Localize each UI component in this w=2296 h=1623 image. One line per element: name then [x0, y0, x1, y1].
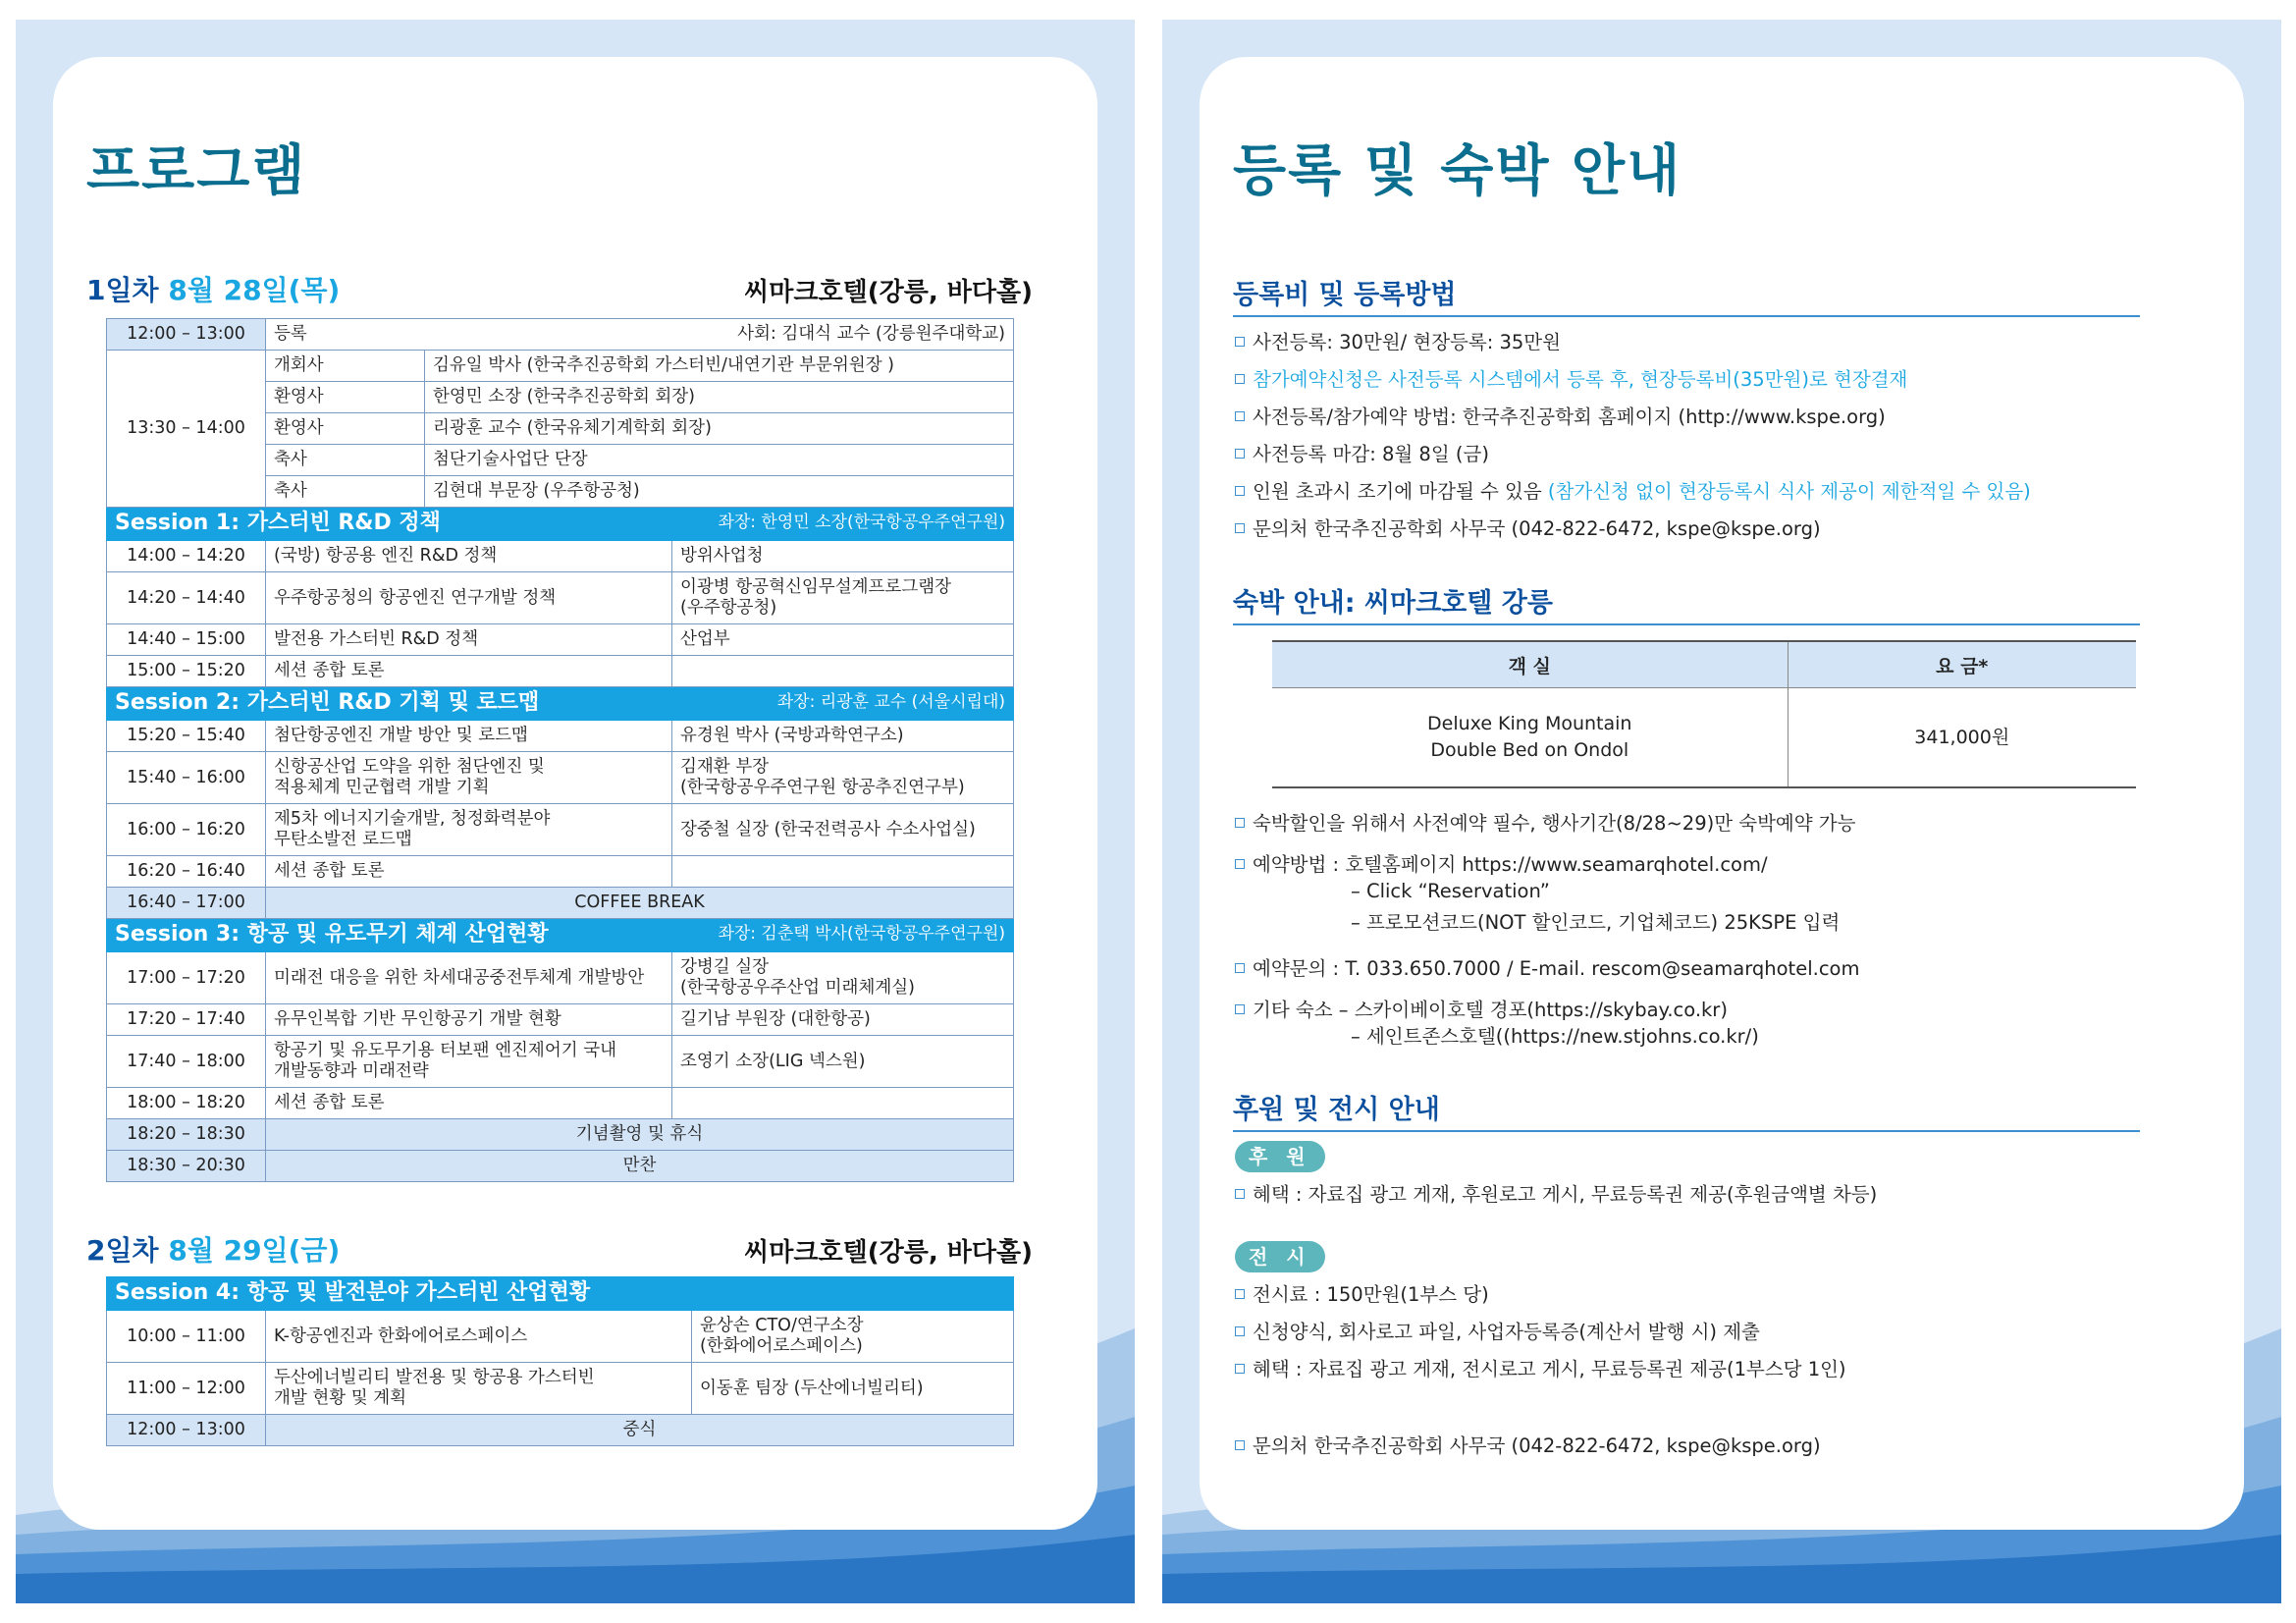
topic-cell: (국방) 항공용 엔진 R&D 정책: [266, 541, 672, 572]
item-text: 기타 숙소 – 스카이베이호텔 경포(https://skybay.co.kr): [1253, 999, 1728, 1021]
table-row: [107, 351, 1014, 382]
topic-cell: [266, 752, 672, 804]
table-row: [107, 752, 1014, 804]
time-cell: 11:00 – 12:00: [107, 1363, 266, 1415]
lunch-label: 중식: [266, 1415, 1014, 1446]
bullet-icon: [1235, 337, 1245, 347]
topic-cell: 미래전 대응을 위한 차세대공중전투체계 개발방안: [266, 952, 672, 1004]
speaker-cell: 방위사업청: [672, 541, 1014, 572]
table-row: [107, 541, 1014, 572]
break-label: COFFEE BREAK: [266, 888, 1014, 919]
day1-date: 8월 28일(목): [168, 274, 341, 306]
price-cell: 341,000원: [1788, 688, 2136, 788]
table-row: [107, 1036, 1014, 1088]
speaker-cell: [672, 952, 1014, 1004]
time-cell: 14:40 – 15:00: [107, 624, 266, 656]
page-title: 프로그램: [86, 139, 307, 203]
session-header: [107, 687, 1014, 721]
speaker-cell: [672, 656, 1014, 687]
item-text: 신청양식, 회사로고 파일, 사업자등록증(계산서 발행 시) 제출: [1253, 1321, 1760, 1343]
list-item: [1235, 907, 2148, 948]
item-text: 문의처 한국추진공학회 사무국 (042-822-6472, kspe@kspe.org): [1253, 517, 1821, 540]
room-line: Double Bed on Ondol: [1430, 739, 1629, 761]
topic-line: 항공기 및 유도무기용 터보팬 엔진제어기 국내: [274, 1041, 617, 1060]
list-item: [1235, 324, 2148, 361]
list-item: [1235, 1021, 2148, 1053]
exhibit-badge: 전 시: [1235, 1241, 1325, 1272]
time-cell: 16:40 – 17:00: [107, 888, 266, 919]
table-row: [107, 1119, 1014, 1151]
bullet-icon: [1235, 1189, 1245, 1199]
time-cell: 15:40 – 16:00: [107, 752, 266, 804]
topic-line: 무탄소발전 로드맵: [274, 830, 412, 849]
sponsor-heading: 후원 및 전시 안내: [1233, 1088, 2140, 1132]
role-cell: 축사: [266, 445, 425, 476]
item-text: 사전등록 마감: 8월 8일 (금): [1253, 443, 1489, 465]
day2-label: 2일차: [86, 1234, 159, 1267]
day1-label: 1일차: [86, 274, 159, 306]
registration-heading: 등록비 및 등록방법: [1233, 273, 2140, 317]
topic-cell: 발전용 가스터빈 R&D 정책: [266, 624, 672, 656]
day2-schedule-table: [106, 1276, 1014, 1446]
topic-cell: [266, 1363, 692, 1415]
registration-label: 등록: [274, 324, 307, 344]
table-row: [107, 721, 1014, 752]
speaker-cell: [672, 752, 1014, 804]
topic-cell: 유무인복합 기반 무인항공기 개발 현황: [266, 1004, 672, 1036]
speaker-cell: 길기남 부원장 (대한항공): [672, 1004, 1014, 1036]
table-row: [107, 1415, 1014, 1446]
table-row: [107, 1151, 1014, 1182]
list-item: [1235, 511, 2148, 548]
item-text: 예약문의 : T. 033.650.7000 / E-mail. rescom@seamarqhotel.com: [1253, 957, 1860, 980]
item-text: 혜택 : 자료집 광고 게재, 후원로고 게시, 무료등록권 제공(후원금액별 차등): [1253, 1183, 1878, 1206]
time-cell: 18:20 – 18:30: [107, 1119, 266, 1151]
table-row: [107, 319, 1014, 351]
speaker-cell: [672, 1088, 1014, 1119]
list-item: [1235, 1314, 2148, 1351]
accommodation-list: [1235, 803, 2148, 1053]
item-text: 예약방법 : 호텔홈페이지 https://www.seamarqhotel.com/: [1253, 853, 1768, 876]
list-item: [1235, 361, 2148, 399]
session-header: [107, 508, 1014, 541]
time-cell: 16:00 – 16:20: [107, 804, 266, 856]
table-row: [107, 888, 1014, 919]
table-row: [107, 572, 1014, 624]
time-cell: 17:40 – 18:00: [107, 1036, 266, 1088]
item-text: – Click “Reservation”: [1351, 880, 1550, 902]
list-item: [1235, 1276, 2148, 1314]
item-text: 사전등록: 30만원/ 현장등록: 35만원: [1253, 331, 1561, 353]
room-cell: [1272, 688, 1788, 788]
session2-chair: 좌장: 리광훈 교수 (서울시립대): [776, 692, 1006, 712]
topic-cell: [266, 804, 672, 856]
session-header: [107, 919, 1014, 952]
speaker-line: (한화에어로스페이스): [700, 1336, 863, 1356]
topic-line: 두산에너빌리티 발전용 및 항공용 가스터빈: [274, 1368, 595, 1387]
topic-line: 개발동향과 미래전략: [274, 1061, 429, 1081]
page-title: 등록 및 숙박 안내: [1233, 139, 1682, 203]
time-cell: 10:00 – 11:00: [107, 1311, 266, 1363]
bullet-icon: [1235, 1004, 1245, 1014]
role-cell: 환영사: [266, 382, 425, 413]
name-cell: 김현대 부문장 (우주항공청): [425, 476, 1014, 508]
item-note: (참가신청 없이 현장등록시 식사 제공이 제한적일 수 있음): [1547, 480, 2031, 503]
item-text: 혜택 : 자료집 광고 게재, 전시로고 게시, 무료등록권 제공(1부스당 1인): [1253, 1358, 1846, 1380]
list-item: [1235, 803, 2148, 844]
role-cell: 개회사: [266, 351, 425, 382]
day1-schedule-table: [106, 318, 1014, 1182]
sponsor-badge: 후 원: [1235, 1141, 1325, 1172]
day2-header: [86, 1225, 1033, 1269]
list-item: [1235, 876, 2148, 907]
moderator: 사회: 김대식 교수 (강릉원주대학교): [737, 324, 1006, 344]
bullet-icon: [1235, 449, 1245, 459]
day2-venue: 씨마크호텔(강릉, 바다홀): [744, 1238, 1033, 1268]
time-cell: 14:20 – 14:40: [107, 572, 266, 624]
list-item: [1235, 990, 2148, 1021]
role-cell: 환영사: [266, 413, 425, 445]
room-rate-table: [1272, 640, 2136, 788]
time-cell: 16:20 – 16:40: [107, 856, 266, 888]
topic-line: 개발 현황 및 계획: [274, 1388, 407, 1408]
session1-title: Session 1: 가스터빈 R&D 정책: [115, 511, 441, 535]
topic-line: 적용체계 민군협력 개발 기획: [274, 778, 490, 797]
bullet-icon: [1235, 1326, 1245, 1336]
accommodation-heading: 숙박 안내: 씨마크호텔 강릉: [1233, 581, 2140, 625]
item-text: 참가예약신청은 사전등록 시스템에서 등록 후, 현장등록비(35만원)로 현장결재: [1253, 368, 1908, 391]
speaker-cell: 장중철 실장 (한국전력공사 수소사업실): [672, 804, 1014, 856]
item-text: 인원 초과시 조기에 마감될 수 있음: [1253, 480, 1548, 503]
list-item: [1235, 436, 2148, 473]
list-item: [1235, 948, 2148, 990]
time-cell: 17:20 – 17:40: [107, 1004, 266, 1036]
speaker-line: 김재환 부장: [680, 757, 770, 777]
name-cell: 리광훈 교수 (한국유체기계학회 회장): [425, 413, 1014, 445]
topic-cell: 첨단항공엔진 개발 방안 및 로드맵: [266, 721, 672, 752]
speaker-line: (한국항공우주연구원 항공추진연구부): [680, 778, 965, 797]
session1-chair: 좌장: 한영민 소장(한국항공우주연구원): [718, 513, 1006, 532]
contact-line: [1235, 1428, 2148, 1465]
day1-header: [86, 265, 1033, 308]
speaker-line: 윤상손 CTO/연구소장: [700, 1316, 864, 1335]
topic-cell: 세션 종합 토론: [266, 1088, 672, 1119]
time-cell: 12:00 – 13:00: [107, 319, 266, 351]
time-cell: 14:00 – 14:20: [107, 541, 266, 572]
sponsor-list: [1235, 1176, 2148, 1214]
time-cell: 18:30 – 20:30: [107, 1151, 266, 1182]
speaker-cell: [672, 572, 1014, 624]
time-cell: 12:00 – 13:00: [107, 1415, 266, 1446]
bullet-icon: [1235, 1440, 1245, 1450]
speaker-line: 강병길 실장: [680, 957, 770, 977]
bullet-icon: [1235, 859, 1245, 869]
table-row: [107, 656, 1014, 687]
room-column-header: 객 실: [1272, 641, 1788, 688]
table-row: [107, 952, 1014, 1004]
session3-chair: 좌장: 김춘택 박사(한국항공우주연구원): [718, 924, 1006, 944]
price-column-header: 요 금*: [1788, 641, 2136, 688]
session4-title: Session 4: 항공 및 발전분야 가스터빈 산업현황: [115, 1280, 591, 1305]
bullet-icon: [1235, 374, 1245, 384]
name-cell: 김유일 박사 (한국추진공학회 가스터빈/내연기관 부문위원장 ): [425, 351, 1014, 382]
registration-list: [1235, 324, 2148, 548]
speaker-cell: 유경원 박사 (국방과학연구소): [672, 721, 1014, 752]
name-cell: 첨단기술사업단 단장: [425, 445, 1014, 476]
table-row: [107, 1088, 1014, 1119]
list-item: [1235, 399, 2148, 436]
bullet-icon: [1235, 523, 1245, 533]
bullet-icon: [1235, 486, 1245, 496]
item-text: – 프로모션코드(NOT 할인코드, 기업체코드) 25KSPE 입력: [1351, 911, 1841, 934]
bullet-icon: [1235, 411, 1245, 421]
list-item: [1235, 473, 2148, 511]
bullet-icon: [1235, 963, 1245, 973]
table-header-row: [1272, 641, 2136, 688]
topic-cell: K-항공엔진과 한화에어로스페이스: [266, 1311, 692, 1363]
table-row: [107, 1311, 1014, 1363]
list-item: [1235, 1176, 2148, 1214]
time-cell: 15:20 – 15:40: [107, 721, 266, 752]
item-text: 사전등록/참가예약 방법: 한국추진공학회 홈페이지 (http://www.kspe.org): [1253, 406, 1886, 428]
speaker-line: (우주항공청): [680, 598, 777, 618]
topic-line: 신항공산업 도약을 위한 첨단엔진 및: [274, 757, 545, 777]
dinner-label: 만찬: [266, 1151, 1014, 1182]
session3-title: Session 3: 항공 및 유도무기 체계 산업현황: [115, 922, 549, 947]
speaker-cell: 이동훈 팀장 (두산에너빌리티): [692, 1363, 1014, 1415]
room-line: Deluxe King Mountain: [1427, 713, 1632, 734]
session2-title: Session 2: 가스터빈 R&D 기획 및 로드맵: [115, 690, 540, 715]
topic-cell: 세션 종합 토론: [266, 656, 672, 687]
exhibit-list: [1235, 1276, 2148, 1388]
speaker-cell: 조영기 소장(LIG 넥스원): [672, 1036, 1014, 1088]
topic-cell: [266, 1036, 672, 1088]
table-row: [1272, 688, 2136, 788]
table-row: [107, 1363, 1014, 1415]
role-cell: 축사: [266, 476, 425, 508]
topic-cell: 세션 종합 토론: [266, 856, 672, 888]
day2-date: 8월 29일(금): [168, 1234, 341, 1267]
speaker-cell: [692, 1311, 1014, 1363]
time-cell: 13:30 – 14:00: [107, 351, 266, 508]
photo-label: 기념촬영 및 휴식: [266, 1119, 1014, 1151]
item-text: 숙박할인을 위해서 사전예약 필수, 행사기간(8/28~29)만 숙박예약 가능: [1253, 812, 1856, 835]
speaker-line: (한국항공우주산업 미래체계실): [680, 978, 915, 998]
item-text: 문의처 한국추진공학회 사무국 (042-822-6472, kspe@kspe.org): [1253, 1434, 1821, 1457]
time-cell: 18:00 – 18:20: [107, 1088, 266, 1119]
name-cell: 한영민 소장 (한국추진공학회 회장): [425, 382, 1014, 413]
bullet-icon: [1235, 1289, 1245, 1299]
speaker-cell: 산업부: [672, 624, 1014, 656]
item-text: – 세인트존스호텔((https://new.stjohns.co.kr/): [1351, 1025, 1759, 1048]
time-cell: 17:00 – 17:20: [107, 952, 266, 1004]
bullet-icon: [1235, 818, 1245, 828]
bullet-icon: [1235, 1364, 1245, 1374]
topic-line: 제5차 에너지기술개발, 청정화력분야: [274, 809, 551, 829]
day1-venue: 씨마크호텔(강릉, 바다홀): [744, 278, 1033, 307]
list-item: [1235, 1351, 2148, 1388]
table-row: [107, 624, 1014, 656]
list-item: [1235, 1428, 2148, 1465]
topic-cell: 우주항공청의 항공엔진 연구개발 정책: [266, 572, 672, 624]
time-cell: 15:00 – 15:20: [107, 656, 266, 687]
table-row: [107, 804, 1014, 856]
speaker-cell: [672, 856, 1014, 888]
item-text: 전시료 : 150만원(1부스 당): [1253, 1283, 1489, 1306]
table-row: [107, 1004, 1014, 1036]
table-row: [107, 856, 1014, 888]
speaker-line: 이광병 항공혁신임무설계프로그램장: [680, 577, 952, 597]
session-header: [107, 1277, 1014, 1311]
list-item: [1235, 844, 2148, 876]
